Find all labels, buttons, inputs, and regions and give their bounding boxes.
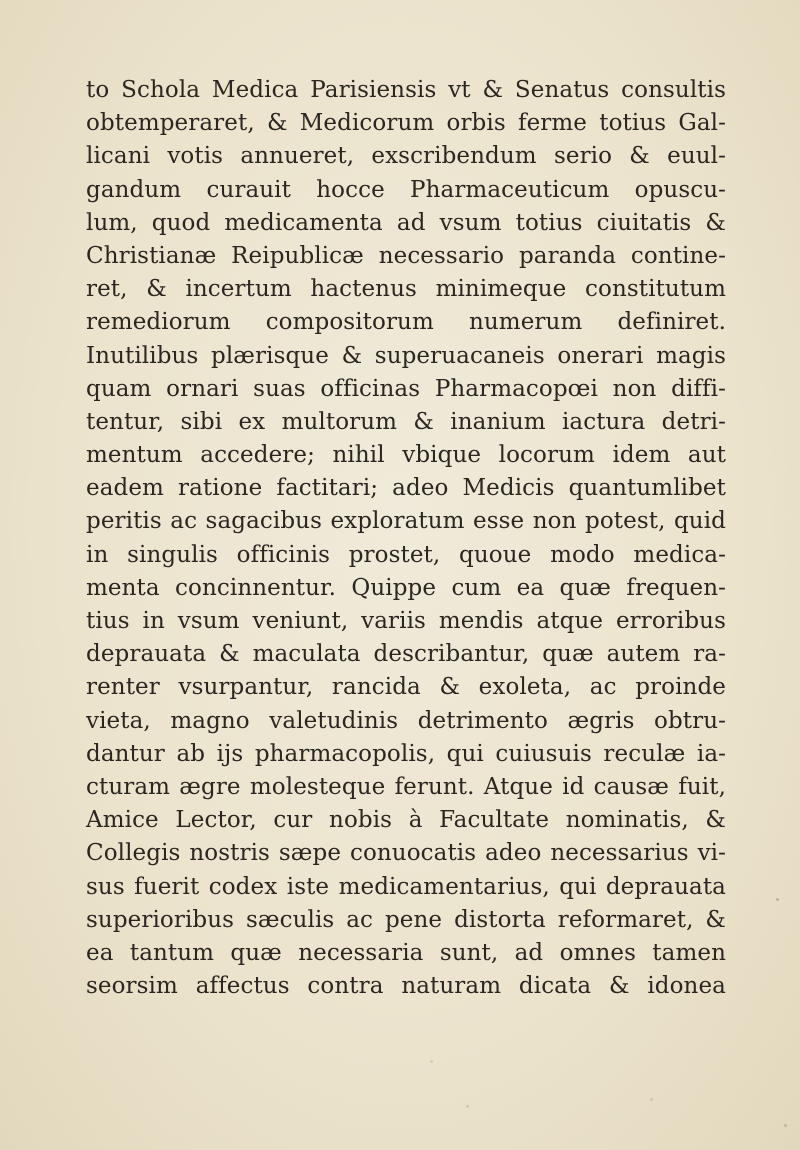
body-text <box>86 74 726 1003</box>
text-line: deprauata & maculata describantur, quæ autem ra- <box>86 641 726 668</box>
text-line: in singulis officinis prostet, quoue modo medica- <box>86 541 726 568</box>
text-line: tentur, sibi ex multorum & inanium iactura detri- <box>86 408 726 435</box>
text-line: quam ornari suas officinas Pharmacopœi non diffi- <box>86 375 726 402</box>
paper-speck <box>430 1060 433 1063</box>
text-line: mentum accedere; nihil vbique locorum idem aut <box>86 442 726 469</box>
text-line: Amice Lector, cur nobis à Facultate nominatis, & <box>86 807 726 834</box>
text-line: dantur ab ijs pharmacopolis, qui cuiusuis reculæ ia- <box>86 740 726 767</box>
text-line: to Schola Medica Parisiensis vt & Senatus consultis <box>86 77 726 103</box>
paper-speck <box>466 1105 469 1108</box>
text-line: tius in vsum veniunt, variis mendis atque erroribus <box>86 608 726 634</box>
text-line: obtemperaret, & Medicorum orbis ferme totius Gal- <box>86 110 726 137</box>
text-line: ea tantum quæ necessaria sunt, ad omnes tamen <box>86 939 726 966</box>
text-line: sus fuerit codex iste medicamentarius, qui deprauata <box>86 873 726 900</box>
text-line: peritis ac sagacibus exploratum esse non potest, quid <box>86 508 726 535</box>
text-line: remediorum compositorum numerum definiret. <box>86 309 726 336</box>
text-line: seorsim affectus contra naturam dicata & idonea <box>86 973 726 1000</box>
text-line: Inutilibus plærisque & superuacaneis onerari magis <box>86 342 726 369</box>
text-line: superioribus sæculis ac pene distorta reformaret, & <box>86 906 726 933</box>
text-line: Christianæ Reipublicæ necessario paranda contine- <box>86 242 726 269</box>
text-line: cturam ægre molesteque ferunt. Atque id causæ fuit, <box>86 773 726 800</box>
paper-speck <box>650 1098 653 1101</box>
text-line: licani votis annueret, exscribendum serio & euul- <box>86 143 726 170</box>
paper-speck <box>784 1124 787 1127</box>
text-line: Collegis nostris sæpe conuocatis adeo necessarius vi- <box>86 840 726 867</box>
text-line: eadem ratione factitari; adeo Medicis quantumlibet <box>86 475 726 502</box>
text-line: renter vsurpantur, rancida & exoleta, ac proinde <box>86 674 726 701</box>
text-line: gandum curauit hocce Pharmaceuticum opuscu- <box>86 176 726 203</box>
text-line: ret, & incertum hactenus minimeque constitutum <box>86 276 726 303</box>
text-line: lum, quod medicamenta ad vsum totius ciuitatis & <box>86 209 726 236</box>
paper-speck <box>776 898 779 901</box>
text-line: vieta, magno valetudinis detrimento ægris obtru- <box>86 707 726 734</box>
text-line: menta concinnentur. Quippe cum ea quæ frequen- <box>86 574 726 601</box>
